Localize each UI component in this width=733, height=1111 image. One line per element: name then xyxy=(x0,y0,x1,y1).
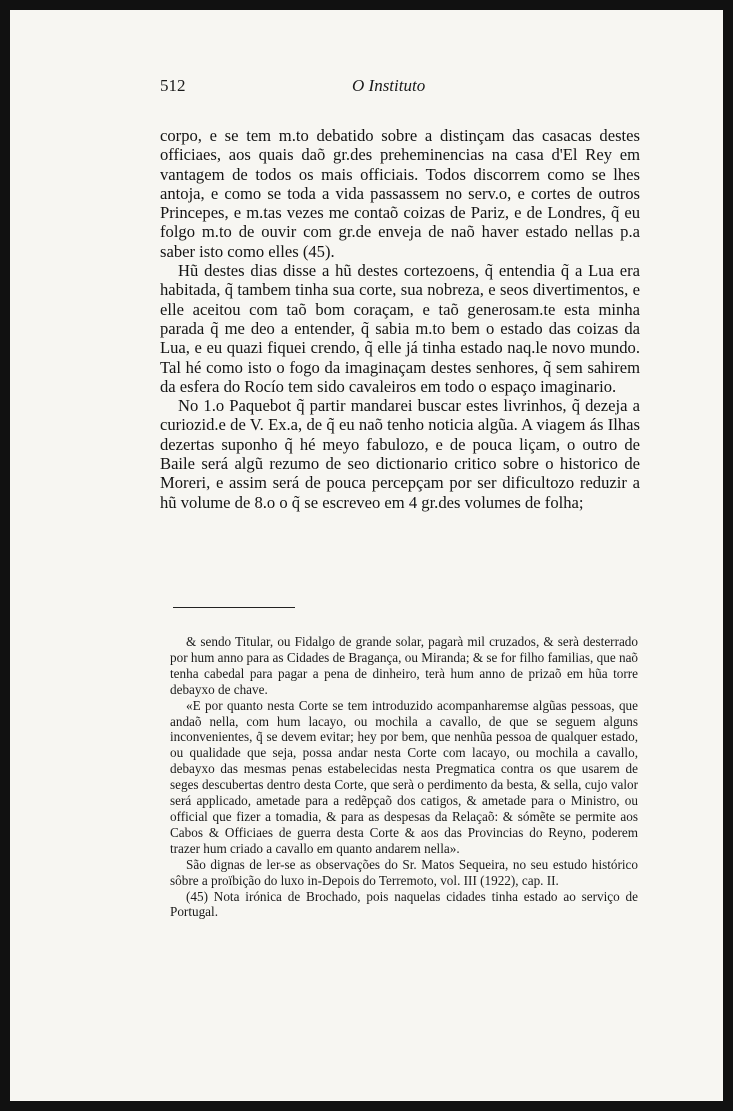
body-paragraph: Hũ destes dias disse a hũ destes cortezoens, q̃ entendia q̃ a Lua era habitada, q̃ tambem tinha sua corte, sua nobreza, e seos divertimentos, e elle aceitou com taõ bom coraçam, e taõ generosam.te esta minha parada q̃ me deo a entender, q̃ sabia m.to bem o estado das coizas da Lua, e eu quazi fiquei crendo, q̃ elle já tinha estado naq.le novo mundo. Tal hé como isto o fogo da imaginaçam destes senhores, q̃ sem sahirem da esfera do Rocío tem sido cavaleiros em todo o espaço imaginario. xyxy=(160,261,640,396)
footnote-paragraph: (45) Nota irónica de Brochado, pois naquelas cidades tinha estado ao serviço de Portugal. xyxy=(170,888,638,920)
page-number: 512 xyxy=(160,76,186,95)
footnote-separator xyxy=(173,607,295,608)
footnote-paragraph: «E por quanto nesta Corte se tem introduzido acompanharemse algũas pessoas, que andaõ nella, com hum lacayo, ou mochila a cavallo, de que se seguem alguns inconvenientes, q̃ se devem evitar; hey por bem, que nenhũa pessoa de qualquer estado, ou qualidade que seja, possa andar nesta Corte com lacayo, ou mochila a cavallo, debayxo das mesmas penas estabelecidas nesta Pregmatica contra os que usarem de seges descubertas dentro desta Corte, que serà o perdimento da besta, & sella, cujo valor será applicado, ametade para a redẽpçaõ dos catigos, & ametade para o Ministro, ou official que fizer a tomadia, & para as despesas da Relaçaõ: & sómẽte se permite aos Cabos & Officiaes de guerra desta Corte & aos das Provincias do Reyno, poderem trazer hum criado a cavallo em quanto andarem nella». xyxy=(170,697,638,856)
body-paragraph: corpo, e se tem m.to debatido sobre a distinçam das casacas destes officiaes, aos quais daõ gr.des preheminencias na casa d'El Rey em vantagem de todos os mais officiais. Todos discorrem como se lhes antoja, e como se toda a vida passassem no serv.o, e cortes de outros Princepes, e m.tas vezes me contaõ coizas de Pariz, e de Londres, q̃ eu folgo m.to de ouvir com gr.de enveja de naõ haver estado nellas p.a saber isto como elles (45). xyxy=(160,126,640,261)
footnote-paragraph: São dignas de ler-se as observações do Sr. Matos Sequeira, no seu estudo histórico sôbre a proïbição do luxo in-Depois do Terremoto, vol. III (1922), cap. II. xyxy=(170,856,638,888)
journal-title: O Instituto xyxy=(352,76,426,95)
footnotes xyxy=(170,634,638,920)
main-text xyxy=(160,126,640,512)
body-paragraph: No 1.o Paquebot q̃ partir mandarei buscar estes livrinhos, q̃ dezeja a curiozid.e de V. Ex.a, de q̃ eu naõ tenho noticia algũa. A viagem ás Ilhas dezertas suponho q̃ hé meyo fabulozo, e de pouca liçam, o outro de Baile será algũ rezumo de seo dictionario critico sobre o historico de Moreri, e assim será de pouca percepçam por ser dificultozo reduzir a hũ volume de 8.o o q̃ se escreveo em 4 gr.des volumes de folha; xyxy=(160,396,640,512)
book-page xyxy=(10,10,723,1101)
footnote-paragraph: & sendo Titular, ou Fidalgo de grande solar, pagarà mil cruzados, & serà desterrado por hum anno para as Cidades de Bragança, ou Miranda; & se for filho familias, que naõ tenha cabedal para pagar a pena de dinheiro, terà hum anno de prizaõ em hũa torre debayxo de chave. xyxy=(170,634,639,697)
